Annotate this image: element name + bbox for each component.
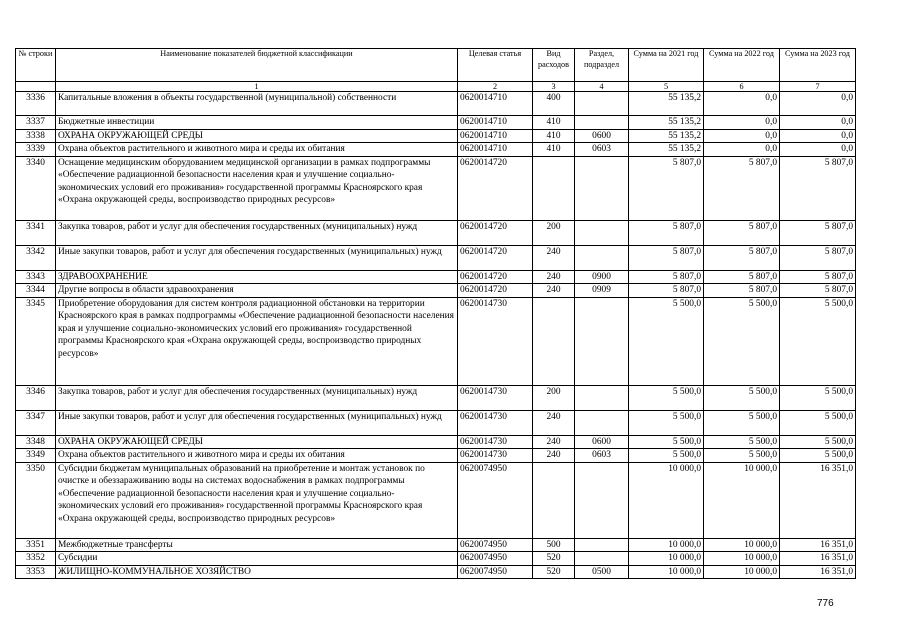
header-indicator-name: Наименование показателей бюджетной классификации (56, 49, 458, 82)
amount-2021: 5 807,0 (629, 220, 704, 245)
amount-2022: 5 500,0 (704, 410, 780, 435)
amount-2021: 55 135,2 (629, 143, 704, 157)
amount-2021: 5 500,0 (629, 385, 704, 410)
table-row (16, 462, 856, 538)
row-number: 3341 (16, 220, 56, 245)
section-code (575, 385, 629, 410)
row-number: 3343 (16, 270, 56, 284)
amount-2022: 5 500,0 (704, 435, 780, 449)
amount-2021: 5 807,0 (629, 270, 704, 284)
row-number: 3350 (16, 462, 56, 538)
column-number: 5 (629, 82, 704, 92)
section-code (575, 297, 629, 385)
target-article: 0620014730 (458, 449, 533, 463)
amount-2022: 10 000,0 (704, 565, 780, 579)
target-article: 0620014730 (458, 435, 533, 449)
indicator-name: ОХРАНА ОКРУЖАЮЩЕЙ СРЕДЫ (56, 435, 458, 449)
amount-2022: 5 500,0 (704, 385, 780, 410)
header-sum-2022: Сумма на 2022 год (704, 49, 780, 82)
table-row (16, 565, 856, 579)
target-article: 0620014710 (458, 129, 533, 143)
amount-2021: 55 135,2 (629, 92, 704, 116)
table-row (16, 116, 856, 130)
expense-type: 410 (533, 143, 575, 157)
row-number: 3336 (16, 92, 56, 116)
target-article: 0620014710 (458, 92, 533, 116)
header-target-article: Целевая статья (458, 49, 533, 82)
expense-type: 240 (533, 435, 575, 449)
table-row (16, 284, 856, 298)
amount-2023: 5 807,0 (780, 284, 856, 298)
table-row (16, 156, 856, 220)
amount-2021: 10 000,0 (629, 462, 704, 538)
row-number: 3340 (16, 156, 56, 220)
expense-type: 240 (533, 270, 575, 284)
section-code: 0600 (575, 435, 629, 449)
indicator-name: Межбюджетные трансферты (56, 538, 458, 552)
amount-2022: 5 807,0 (704, 245, 780, 270)
section-code (575, 245, 629, 270)
amount-2022: 10 000,0 (704, 552, 780, 566)
table-row (16, 129, 856, 143)
section-code (575, 462, 629, 538)
expense-type: 240 (533, 284, 575, 298)
row-number: 3352 (16, 552, 56, 566)
table-row (16, 435, 856, 449)
section-code (575, 92, 629, 116)
row-number: 3346 (16, 385, 56, 410)
amount-2021: 5 500,0 (629, 435, 704, 449)
row-number: 3347 (16, 410, 56, 435)
amount-2022: 5 807,0 (704, 156, 780, 220)
amount-2022: 0,0 (704, 129, 780, 143)
target-article: 0620014720 (458, 220, 533, 245)
amount-2022: 5 500,0 (704, 297, 780, 385)
row-number: 3339 (16, 143, 56, 157)
amount-2023: 0,0 (780, 92, 856, 116)
indicator-name: Субсидии (56, 552, 458, 566)
table-row (16, 245, 856, 270)
table-row (16, 410, 856, 435)
indicator-name: Охрана объектов растительного и животного мира и среды их обитания (56, 449, 458, 463)
table-row (16, 385, 856, 410)
column-number: 4 (575, 82, 629, 92)
indicator-name: Капитальные вложения в объекты государственной (муниципальной) собственности (56, 92, 458, 116)
amount-2021: 55 135,2 (629, 116, 704, 130)
amount-2023: 5 807,0 (780, 156, 856, 220)
target-article: 0620074950 (458, 552, 533, 566)
amount-2023: 16 351,0 (780, 538, 856, 552)
target-article: 0620014710 (458, 143, 533, 157)
column-number-row (16, 82, 856, 92)
column-number: 7 (780, 82, 856, 92)
amount-2021: 5 807,0 (629, 284, 704, 298)
table-row (16, 552, 856, 566)
amount-2021: 10 000,0 (629, 552, 704, 566)
target-article: 0620014720 (458, 156, 533, 220)
amount-2022: 5 807,0 (704, 270, 780, 284)
amount-2022: 10 000,0 (704, 462, 780, 538)
expense-type (533, 297, 575, 385)
row-number: 3338 (16, 129, 56, 143)
section-code (575, 156, 629, 220)
column-number: 2 (458, 82, 533, 92)
target-article: 0620074950 (458, 538, 533, 552)
amount-2021: 55 135,2 (629, 129, 704, 143)
amount-2023: 5 500,0 (780, 435, 856, 449)
section-code: 0900 (575, 270, 629, 284)
amount-2023: 5 500,0 (780, 297, 856, 385)
table-row (16, 143, 856, 157)
expense-type: 410 (533, 116, 575, 130)
amount-2022: 0,0 (704, 116, 780, 130)
amount-2023: 5 500,0 (780, 449, 856, 463)
amount-2023: 0,0 (780, 143, 856, 157)
table-row (16, 270, 856, 284)
section-code: 0909 (575, 284, 629, 298)
expense-type: 520 (533, 552, 575, 566)
amount-2022: 0,0 (704, 92, 780, 116)
target-article: 0620014710 (458, 116, 533, 130)
indicator-name: ЗДРАВООХРАНЕНИЕ (56, 270, 458, 284)
indicator-name: Охрана объектов растительного и животного мира и среды их обитания (56, 143, 458, 157)
expense-type (533, 462, 575, 538)
indicator-name: Иные закупки товаров, работ и услуг для обеспечения государственных (муниципальных) нужд (56, 410, 458, 435)
row-number: 3337 (16, 116, 56, 130)
target-article: 0620014730 (458, 297, 533, 385)
column-number: 3 (533, 82, 575, 92)
amount-2023: 0,0 (780, 129, 856, 143)
expense-type: 520 (533, 565, 575, 579)
expense-type: 200 (533, 385, 575, 410)
amount-2021: 5 500,0 (629, 410, 704, 435)
row-number: 3351 (16, 538, 56, 552)
column-number (16, 82, 56, 92)
section-code (575, 538, 629, 552)
section-code: 0603 (575, 449, 629, 463)
header-sum-2023: Сумма на 2023 год (780, 49, 856, 82)
expense-type: 240 (533, 245, 575, 270)
indicator-name: Субсидии бюджетам муниципальных образований на приобретение и монтаж установок по очистке и обеззараживанию воды на системах водоснабжения в рамках подпрограммы «Обеспечение радиационной безопасности населения края и улучшение социально-экономических условий его проживания» государственной программы Красноярского края «Охрана окружающей среды, воспроизводство природных ресурсов» (56, 462, 458, 538)
budget-table (15, 48, 856, 579)
amount-2022: 10 000,0 (704, 538, 780, 552)
amount-2021: 5 500,0 (629, 297, 704, 385)
target-article: 0620014720 (458, 284, 533, 298)
amount-2023: 0,0 (780, 116, 856, 130)
amount-2021: 5 807,0 (629, 156, 704, 220)
section-code (575, 220, 629, 245)
row-number: 3348 (16, 435, 56, 449)
header-sum-2021: Сумма на 2021 год (629, 49, 704, 82)
amount-2022: 0,0 (704, 143, 780, 157)
indicator-name: Приобретение оборудования для систем контроля радиационной обстановки на территории Красноярского края в рамках подпрограммы «Обеспечение радиационной безопасности населения края и улучшение социально-экономических условий его проживания» государственной программы Красноярского края «Охрана окружающей среды, воспроизводство природных ресурсов» (56, 297, 458, 385)
amount-2023: 5 807,0 (780, 245, 856, 270)
section-code (575, 410, 629, 435)
indicator-name: Закупка товаров, работ и услуг для обеспечения государственных (муниципальных) нужд (56, 385, 458, 410)
expense-type: 400 (533, 92, 575, 116)
section-code: 0500 (575, 565, 629, 579)
expense-type: 410 (533, 129, 575, 143)
expense-type: 240 (533, 410, 575, 435)
page-number: 776 (817, 598, 834, 609)
table-body (16, 92, 856, 579)
amount-2022: 5 500,0 (704, 449, 780, 463)
section-code (575, 116, 629, 130)
column-number: 1 (56, 82, 458, 92)
table-row (16, 297, 856, 385)
row-number: 3345 (16, 297, 56, 385)
indicator-name: Другие вопросы в области здравоохранения (56, 284, 458, 298)
table-row (16, 449, 856, 463)
table-header (16, 49, 856, 92)
section-code (575, 552, 629, 566)
target-article: 0620074950 (458, 565, 533, 579)
section-code: 0600 (575, 129, 629, 143)
target-article: 0620014730 (458, 410, 533, 435)
row-number: 3344 (16, 284, 56, 298)
amount-2023: 5 807,0 (780, 220, 856, 245)
amount-2021: 10 000,0 (629, 538, 704, 552)
target-article: 0620014730 (458, 385, 533, 410)
amount-2021: 5 807,0 (629, 245, 704, 270)
column-number: 6 (704, 82, 780, 92)
expense-type: 240 (533, 449, 575, 463)
indicator-name: Иные закупки товаров, работ и услуг для обеспечения государственных (муниципальных) нужд (56, 245, 458, 270)
header-expense-type: Вид расходов (533, 49, 575, 82)
amount-2023: 5 500,0 (780, 385, 856, 410)
table-row (16, 220, 856, 245)
indicator-name: ЖИЛИЩНО-КОММУНАЛЬНОЕ ХОЗЯЙСТВО (56, 565, 458, 579)
amount-2021: 5 500,0 (629, 449, 704, 463)
amount-2023: 16 351,0 (780, 565, 856, 579)
amount-2022: 5 807,0 (704, 220, 780, 245)
row-number: 3353 (16, 565, 56, 579)
target-article: 0620074950 (458, 462, 533, 538)
indicator-name: Оснащение медицинским оборудованием медицинской организации в рамках подпрограммы «Обеспечение радиационной безопасности населения края и улучшение социально-экономических условий его проживания» государственной программы Красноярского края «Охрана окружающей среды, воспроизводство природных ресурсов» (56, 156, 458, 220)
expense-type: 200 (533, 220, 575, 245)
target-article: 0620014720 (458, 270, 533, 284)
header-row-number: № строки (16, 49, 56, 82)
row-number: 3342 (16, 245, 56, 270)
target-article: 0620014720 (458, 245, 533, 270)
indicator-name: ОХРАНА ОКРУЖАЮЩЕЙ СРЕДЫ (56, 129, 458, 143)
expense-type (533, 156, 575, 220)
header-section: Раздел, подраздел (575, 49, 629, 82)
table-row (16, 538, 856, 552)
section-code: 0603 (575, 143, 629, 157)
table-row (16, 92, 856, 116)
amount-2023: 5 500,0 (780, 410, 856, 435)
amount-2023: 5 807,0 (780, 270, 856, 284)
indicator-name: Бюджетные инвестиции (56, 116, 458, 130)
row-number: 3349 (16, 449, 56, 463)
amount-2023: 16 351,0 (780, 552, 856, 566)
amount-2021: 10 000,0 (629, 565, 704, 579)
amount-2022: 5 807,0 (704, 284, 780, 298)
expense-type: 500 (533, 538, 575, 552)
indicator-name: Закупка товаров, работ и услуг для обеспечения государственных (муниципальных) нужд (56, 220, 458, 245)
amount-2023: 16 351,0 (780, 462, 856, 538)
